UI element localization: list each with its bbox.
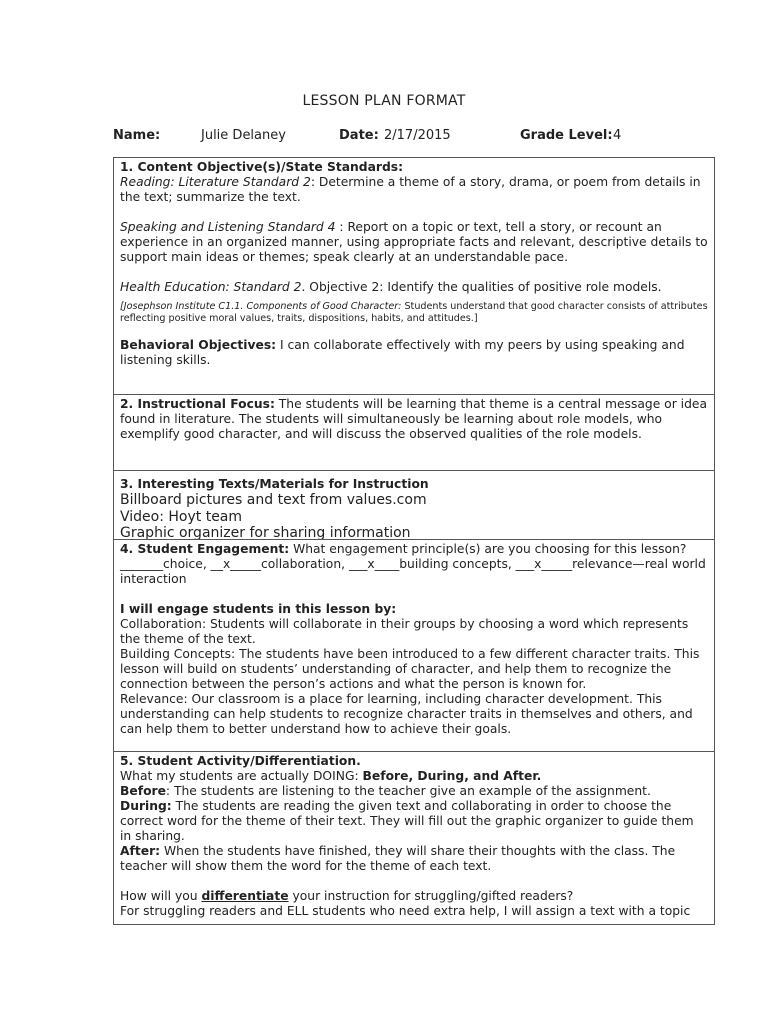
josephson-label: [Josephson Institute C1.1. Components of Good Character: [120, 301, 402, 312]
collaboration-text: Collaboration: Students will collaborate in their groups by choosing a word which represents the theme of the text. [120, 617, 689, 646]
date-value: 2/17/2015 [384, 128, 451, 143]
health-standard-label: Health Education: Standard 2 [120, 280, 302, 294]
health-standard-text: . Objective 2: Identify the qualities of positive role models. [301, 280, 662, 294]
material-item: Video: Hoyt team [120, 508, 243, 525]
reading-standard-label: Reading: Literature Standard 2 [120, 175, 311, 189]
header-row [0, 128, 768, 146]
section-content-objectives [114, 158, 714, 395]
instructional-focus-text: The students will be learning that theme is a central message or idea found in literature. The students will simultaneously be learning about role models, who exemplify good character, and will discuss the observed qualities of the role models. [120, 397, 707, 441]
grade-value: 4 [613, 128, 622, 143]
struggling-readers-text: For struggling readers and ELL students who need extra help, I will assign a text with a topic [120, 904, 691, 918]
differentiate-word: differentiate [201, 889, 289, 903]
section-student-activity [114, 752, 714, 924]
reading-standard-text: : Determine a theme of a story, drama, or poem from details in the text; summarize the text. [120, 175, 701, 204]
behavioral-objectives-text: I can collaborate effectively with my peers by using speaking and listening skills. [120, 338, 685, 367]
section-student-engagement [114, 540, 714, 752]
relevance-text: Relevance: Our classroom is a place for learning, including character development. This understanding can help students to recognize character traits in themselves and others, and can help them to better understand how to achieve their goals. [120, 692, 693, 736]
before-label: Before [120, 784, 166, 798]
section2-heading: 2. Instructional Focus: [120, 397, 275, 411]
section3-heading: 3. Interesting Texts/Materials for Instruction [120, 477, 429, 491]
during-text: The students are reading the given text and collaborating in order to choose the correct word for the theme of their text. They will fill out the graphic organizer to guide them in sharing. [120, 799, 694, 843]
after-text: When the students have finished, they will share their thoughts with the class. The teacher will show them the word for the theme of each text. [120, 844, 676, 873]
diff-prefix: How will you [120, 889, 202, 903]
engagement-question: What engagement principle(s) are you choosing for this lesson? _______choice, __x_____collaboration, ___x____building concepts, ___x_____relevance—real world interaction [120, 542, 706, 586]
speaking-standard-text: : Report on a topic or text, tell a story, or recount an experience in an organized manner, using appropriate facts and relevant, descriptive details to support main ideas or themes; speak clearly at an understandable pace. [120, 220, 708, 264]
during-label: During: [120, 799, 172, 813]
building-concepts-text: Building Concepts: The students have been introduced to a few different character traits. This lesson will build on students’ understanding of character, and help them to recognize the connection between the person’s actions and what the person is known for. [120, 647, 700, 691]
lesson-plan-table [113, 157, 715, 925]
speaking-standard-label: Speaking and Listening Standard 4 [120, 220, 336, 234]
section-instructional-focus [114, 395, 714, 471]
name-label: Name: [113, 128, 161, 143]
material-item: Graphic organizer for sharing information [120, 525, 411, 540]
behavioral-objectives-label: Behavioral Objectives: [120, 338, 277, 352]
before-text: : The students are listening to the teacher give an example of the assignment. [165, 784, 651, 798]
document-title: LESSON PLAN FORMAT [302, 93, 466, 109]
section4-heading: 4. Student Engagement: [120, 542, 290, 556]
section-texts-materials [114, 471, 714, 540]
section5-heading: 5. Student Activity/Differentiation. [120, 754, 361, 768]
grade-label: Grade Level: [520, 128, 613, 143]
engage-heading: I will engage students in this lesson by: [120, 602, 397, 616]
after-label: After: [120, 844, 161, 858]
doing-text: What my students are actually DOING: [120, 769, 363, 783]
name-value: Julie Delaney [201, 128, 286, 143]
material-item: Billboard pictures and text from values.com [120, 492, 427, 508]
doing-bold: Before, During, and After. [362, 769, 542, 783]
date-label: Date: [339, 128, 379, 143]
diff-suffix: your instruction for struggling/gifted readers? [288, 889, 574, 903]
section1-heading: 1. Content Objective(s)/State Standards: [120, 160, 403, 174]
josephson-text: Students understand that good character consists of attributes reflecting positive moral values, traits, dispositions, habits, and attitudes.] [120, 301, 708, 324]
